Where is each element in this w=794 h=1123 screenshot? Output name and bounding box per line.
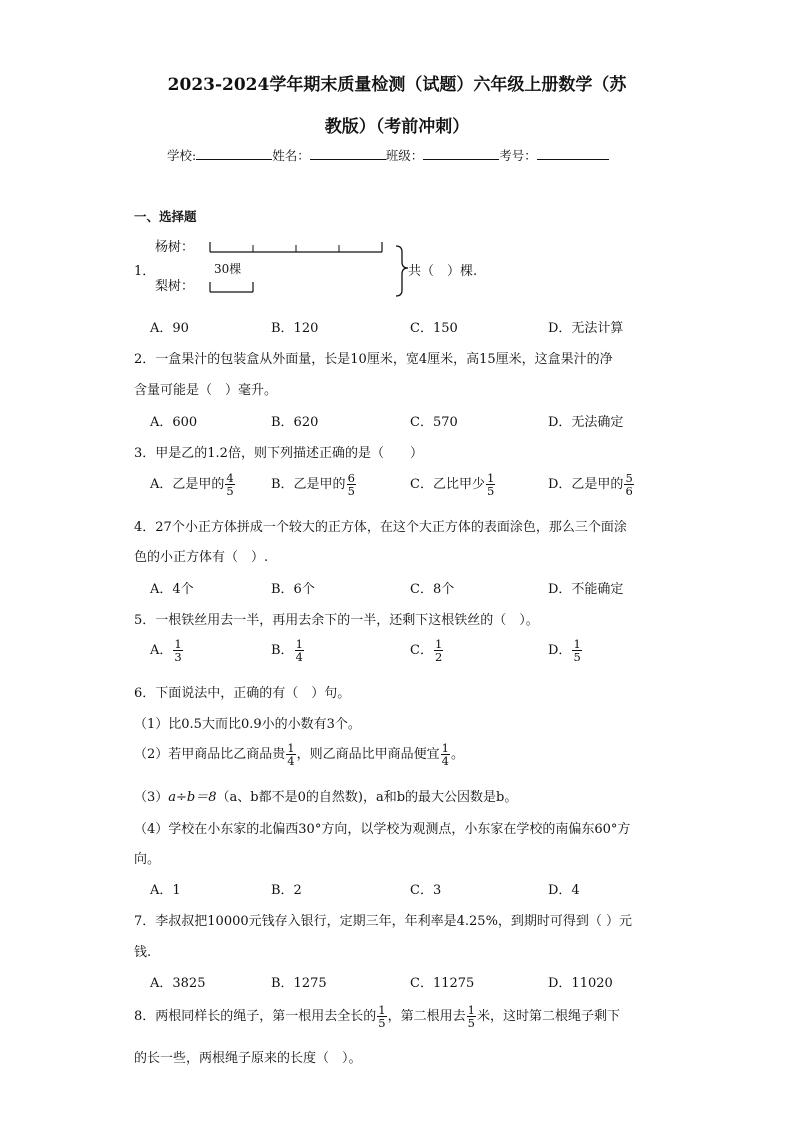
q6-s2-fraction-1: $\frac{1}{4}$ <box>287 741 295 768</box>
q5-option-d[interactable] <box>548 638 583 663</box>
q6-statement-1: （1）比0.5大而比0.9小的小数有3个。 <box>134 717 361 732</box>
q6-s2-fraction-2: $\frac{1}{4}$ <box>441 741 449 768</box>
q3-option-a[interactable] <box>150 472 236 497</box>
q3-option-a-label: A．乙是甲的 <box>150 477 225 492</box>
q5-text: 5．一根铁丝用去一半，再用去余下的一半，还剩下这根铁丝的（ ）。 <box>134 613 539 628</box>
q7-text-line2: 钱. <box>134 945 152 960</box>
q7-text-line1: 7．李叔叔把10000元钱存入银行，定期三年，年利率是4.25%，到期时可得到（ ）元 <box>134 914 633 929</box>
title-line-1: 2023-2024学年期末质量检测（试题）六年级上册数学（苏 <box>167 75 627 95</box>
q3-option-c[interactable] <box>410 472 496 497</box>
q6-statement-2: （2）若甲商品比乙商品贵 $\frac{1}{4}$ ，则乙商品比甲商品便宜 $\frac{1}{4}$ 。 <box>134 741 464 768</box>
q7-option-d[interactable]: D．11020 <box>548 976 613 991</box>
school-label: 学校: <box>167 148 197 163</box>
q6-statement-3: （3）a÷b＝8（a、b都不是0的自然数)，a和b的最大公因数是b。 <box>134 790 518 805</box>
student-info-row <box>167 146 609 164</box>
q1-option-b[interactable]: B．120 <box>271 321 319 336</box>
section-heading: 一、选择题 <box>134 209 197 224</box>
q6-option-c[interactable]: C．3 <box>410 883 442 898</box>
q3-option-c-fraction: $\frac{1}{5}$ <box>486 471 495 498</box>
q8-fraction-1: $\frac{1}{5}$ <box>378 1003 386 1030</box>
q6-statement-4-line1: （4）学校在小东家的北偏西30°方向，以学校为观测点，小东家在学校的南偏东60°方 <box>134 822 631 837</box>
q7-option-b[interactable]: B．1275 <box>271 976 327 991</box>
q1-option-d[interactable]: D．无法计算 <box>548 321 624 336</box>
q1-label-li: 梨树： <box>155 279 195 294</box>
q8-text-line2: 的长一些，两根绳子原来的长度（ ）。 <box>134 1051 362 1066</box>
class-label: 班级： <box>385 148 424 163</box>
q1-number: 1． <box>134 264 156 279</box>
q5-option-c-label: C． <box>410 643 433 658</box>
q4-option-d[interactable]: D．不能确定 <box>548 582 624 597</box>
q5-option-b-label: B． <box>271 643 294 658</box>
exam-no-label: 考号： <box>499 148 537 163</box>
q3-option-c-label: C．乙比甲少 <box>410 477 485 492</box>
exam-no-blank[interactable] <box>537 146 609 160</box>
brace-icon <box>396 246 408 296</box>
q5-option-a-label: A． <box>150 643 173 658</box>
q4-text-line2: 色的小正方体有（ ）. <box>134 550 269 565</box>
q4-option-c[interactable]: C．8个 <box>410 582 455 597</box>
q3-option-d-label: D．乙是甲的 <box>548 477 624 492</box>
q4-option-b[interactable]: B．6个 <box>271 582 315 597</box>
q5-option-c[interactable] <box>410 638 444 663</box>
q1-option-c[interactable]: C．150 <box>410 321 458 336</box>
q6-option-a[interactable]: A．1 <box>150 883 181 898</box>
q3-text: 3．甲是乙的1.2倍，则下列描述正确的是（ ） <box>134 446 423 461</box>
q8-fraction-2: $\frac{1}{5}$ <box>467 1003 475 1030</box>
q1-suffix: 共（ ）棵. <box>408 264 478 279</box>
q2-text-line2: 含量可能是（ ）毫升。 <box>134 383 278 398</box>
q8-text-line1: 8．两根同样长的绳子，第一根用去全长的 $\frac{1}{5}$ ，第二根用去 $\frac{1}{5}$ 米，这时第二根绳子剩下 <box>134 1003 620 1030</box>
q1-label-30: 30棵 <box>214 262 242 276</box>
q5-option-d-label: D． <box>548 643 572 658</box>
q2-option-a[interactable]: A．600 <box>150 415 198 430</box>
q4-option-a[interactable]: A．4个 <box>150 582 194 597</box>
q7-option-a[interactable]: A．3825 <box>150 976 206 991</box>
q3-option-a-fraction: $\frac{4}{5}$ <box>226 471 234 498</box>
q1-label-yang: 杨树： <box>155 240 195 255</box>
q3-option-d-fraction: $\frac{5}{6}$ <box>625 471 633 498</box>
name-label: 姓名： <box>272 148 310 163</box>
school-blank[interactable] <box>196 146 272 160</box>
q3-option-b[interactable] <box>271 472 357 497</box>
q6-option-b[interactable]: B．2 <box>271 883 302 898</box>
q1-option-a[interactable]: A．90 <box>150 321 189 336</box>
q6-text: 6．下面说法中，正确的有（ ）句。 <box>134 686 351 701</box>
q2-option-b[interactable]: B．620 <box>271 415 319 430</box>
q2-option-c[interactable]: C．570 <box>410 415 458 430</box>
q5-option-d-fraction: $\frac{1}{5}$ <box>573 637 581 664</box>
q6-statement-4-line2: 向。 <box>134 852 161 867</box>
q5-option-b[interactable] <box>271 638 305 663</box>
q5-option-a-fraction: $\frac{1}{3}$ <box>174 637 182 664</box>
q6-option-d[interactable]: D．4 <box>548 883 580 898</box>
title-line-2: 教版）（考前冲刺） <box>324 117 470 137</box>
q2-text-line1: 2．一盒果汁的包装盒从外面量，长是10厘米，宽4厘米，高15厘米，这盒果汁的净 <box>134 352 613 367</box>
name-blank[interactable] <box>310 146 386 160</box>
q1-line-diagram <box>200 236 415 302</box>
q3-option-d[interactable] <box>548 472 635 497</box>
q5-option-b-fraction: $\frac{1}{4}$ <box>295 637 303 664</box>
q4-text-line1: 4．27个小正方体拼成一个较大的正方体，在这个大正方体的表面涂色，那么三个面涂 <box>134 520 627 535</box>
q5-option-a[interactable] <box>150 638 184 663</box>
q6-s3-math: a÷b＝8 <box>168 790 217 805</box>
yang-bar <box>210 242 382 252</box>
q2-option-d[interactable]: D．无法确定 <box>548 415 624 430</box>
class-blank[interactable] <box>423 146 499 160</box>
li-bar <box>210 282 253 292</box>
q7-option-c[interactable]: C．11275 <box>410 976 475 991</box>
q3-option-b-label: B．乙是甲的 <box>271 477 346 492</box>
q5-option-c-fraction: $\frac{1}{2}$ <box>434 637 443 664</box>
q3-option-b-fraction: $\frac{6}{5}$ <box>347 471 355 498</box>
